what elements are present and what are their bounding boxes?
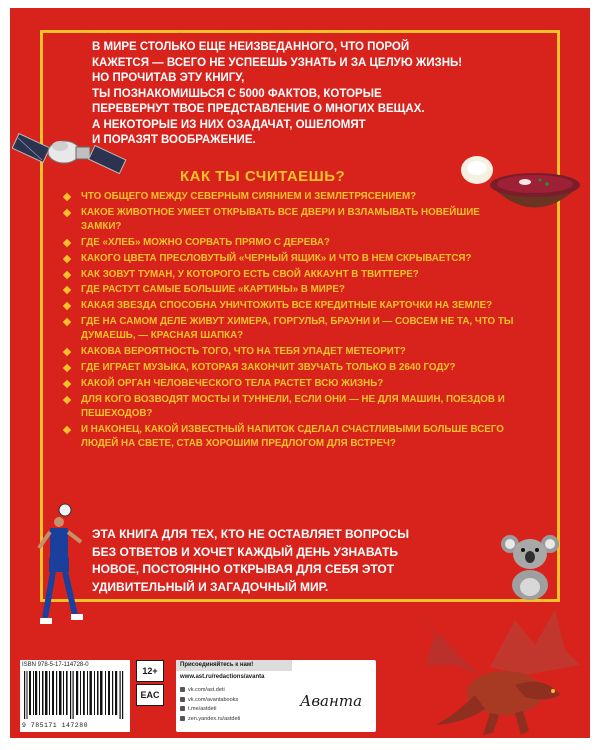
barcode-icon: [22, 671, 128, 719]
question-item: [62, 393, 517, 421]
question-item: [62, 361, 517, 375]
vk-icon: [180, 697, 185, 702]
telegram-icon: [180, 706, 185, 711]
social-links-list: [180, 686, 240, 724]
outro-line: УДИВИТЕЛЬНЫЙ И ЗАГАДОЧНЫЙ МИР.: [92, 579, 329, 594]
social-link-text: vk.com/avantabooks: [188, 696, 239, 703]
barcode-block: [20, 660, 130, 732]
zen-icon: [180, 716, 185, 721]
barcode-number: 9 785171 147280: [22, 722, 89, 729]
question-text: ГДЕ НА САМОМ ДЕЛЕ ЖИВУТ ХИМЕРА, ГОРГУЛЬЯ, БРАУНИ И — СОВСЕМ НЕ ТА, ЧТО ТЫ ДУМАЕШЬ, — КРАСНАЯ ШАПКА?: [81, 316, 514, 342]
dragon-icon: [415, 610, 580, 735]
age-rating-badge: 12+: [136, 660, 164, 682]
social-link-text: t.me/astdeti: [188, 706, 217, 712]
social-link[interactable]: [180, 696, 240, 706]
question-item: [62, 283, 517, 297]
questions-heading: КАК ТЫ СЧИТАЕШЬ?: [180, 168, 346, 185]
question-text: ГДЕ ИГРАЕТ МУЗЫКА, КОТОРАЯ ЗАКОНЧИТ ЗВУЧАТЬ ТОЛЬКО В 2640 ГОДУ?: [81, 361, 456, 373]
intro-line: В МИРЕ СТОЛЬКО ЕЩЕ НЕИЗВЕДАННОГО, ЧТО ПОРОЙ: [92, 41, 410, 53]
intro-paragraph: [92, 40, 512, 149]
website-link[interactable]: www.ast.ru/redactions/avanta: [180, 674, 265, 680]
question-item: [62, 206, 517, 234]
question-text: КАКОВА ВЕРОЯТНОСТЬ ТОГО, ЧТО НА ТЕБЯ УПАДЕТ МЕТЕОРИТ?: [81, 346, 406, 358]
diamond-bullet-icon: [63, 254, 71, 262]
question-text: КАКАЯ ЗВЕЗДА СПОСОБНА УНИЧТОЖИТЬ ВСЕ КРЕДИТНЫЕ КАРТОЧКИ НА ЗЕМЛЕ?: [81, 300, 493, 312]
intro-line: ТЫ ПОЗНАКОМИШЬСЯ С 5000 ФАКТОВ, КОТОРЫЕ: [92, 87, 382, 100]
diamond-bullet-icon: [63, 270, 71, 278]
question-item: [62, 268, 517, 282]
dragon-illustration: [395, 605, 585, 740]
isbn-text: ISBN 978-5-17-114728-0: [22, 662, 89, 668]
question-text: КАКОГО ЦВЕТА ПРЕСЛОВУТЫЙ «ЧЕРНЫЙ ЯЩИК» И ЧТО В НЕМ СКРЫВАЕТСЯ?: [81, 252, 472, 264]
outro-paragraph: [92, 526, 512, 596]
diamond-bullet-icon: [63, 425, 71, 433]
social-link-text: vk.com/ast.deti: [188, 687, 225, 693]
question-item: [62, 377, 517, 391]
question-text: КАКОЕ ЖИВОТНОЕ УМЕЕТ ОТКРЫВАТЬ ВСЕ ДВЕРИ И ВЗЛАМЫВАТЬ НОВЕЙШИЕ ЗАМКИ?: [81, 206, 480, 232]
social-link[interactable]: [180, 705, 240, 715]
diamond-bullet-icon: [63, 318, 71, 326]
intro-line: НО ПРОЧИТАВ ЭТУ КНИГУ,: [92, 72, 245, 84]
question-item: [62, 190, 517, 204]
intro-line: И ПОРАЗЯТ ВООБРАЖЕНИЕ.: [92, 134, 256, 146]
question-item: [62, 315, 517, 343]
intro-line: А НЕКОТОРЫЕ ИЗ НИХ ОЗАДАЧАТ, ОШЕЛОМЯТ: [92, 118, 366, 131]
diamond-bullet-icon: [63, 380, 71, 388]
diamond-bullet-icon: [63, 238, 71, 246]
question-text: ЧТО ОБЩЕГО МЕЖДУ СЕВЕРНЫМ СИЯНИЕМ И ЗЕМЛЕТРЯСЕНИЕМ?: [81, 191, 417, 202]
outro-line: ЭТА КНИГА ДЛЯ ТЕХ, КТО НЕ ОСТАВЛЯЕТ ВОПРОСЫ: [92, 527, 409, 541]
question-text: И НАКОНЕЦ, КАКОЙ ИЗВЕСТНЫЙ НАПИТОК СДЕЛАЛ СЧАСТЛИВЫМИ БОЛЬШЕ ВСЕГО ЛЮДЕЙ НА СВЕТЕ, СТАВ ХОРОШИМ ПРЕДЛОГОМ ДЛЯ ВСТРЕЧ?: [81, 423, 504, 449]
diamond-bullet-icon: [63, 286, 71, 294]
diamond-bullet-icon: [63, 396, 71, 404]
outro-line: БЕЗ ОТВЕТОВ И ХОЧЕТ КАЖДЫЙ ДЕНЬ УЗНАВАТЬ: [92, 544, 398, 559]
question-text: ГДЕ «ХЛЕБ» МОЖНО СОРВАТЬ ПРЯМО С ДЕРЕВА?: [81, 236, 330, 248]
eac-mark: EAC: [136, 684, 164, 706]
social-link-text: zen.yandex.ru/astdeti: [188, 715, 241, 722]
publisher-name: Аванта: [299, 692, 363, 710]
football-player-icon: [39, 504, 83, 624]
social-link[interactable]: [180, 686, 240, 696]
diamond-bullet-icon: [63, 193, 71, 201]
footballer-illustration: [35, 500, 90, 630]
publisher-logo: [290, 680, 372, 720]
publisher-logo-icon: [290, 680, 372, 720]
diamond-bullet-icon: [63, 302, 71, 310]
outro-line: НОВОЕ, ПОСТОЯННО ОТКРЫВАЯ ДЛЯ СЕБЯ ЭТОТ: [92, 562, 395, 576]
intro-line: КАЖЕТСЯ — ВСЕГО НЕ УСПЕЕШЬ УЗНАТЬ И ЗА ЦЕЛУЮ ЖИЗНЬ!: [92, 56, 463, 69]
question-text: КАКОЙ ОРГАН ЧЕЛОВЕЧЕСКОГО ТЕЛА РАСТЕТ ВСЮ ЖИЗНЬ?: [81, 377, 384, 389]
question-text: КАК ЗОВУТ ТУМАН, У КОТОРОГО ЕСТЬ СВОЙ АККАУНТ В ТВИТТЕРЕ?: [81, 268, 419, 280]
questions-list: [62, 190, 517, 452]
question-item: [62, 299, 517, 313]
question-item: [62, 236, 517, 250]
social-link[interactable]: [180, 715, 240, 725]
question-item: [62, 345, 517, 359]
question-text: ДЛЯ КОГО ВОЗВОДЯТ МОСТЫ И ТУННЕЛИ, ЕСЛИ ОНИ — НЕ ДЛЯ МАШИН, ПОЕЗДОВ И ПЕШЕХОДОВ?: [81, 393, 505, 419]
social-block: [176, 660, 376, 732]
intro-line: ПЕРЕВЕРНУТ ТВОЕ ПРЕДСТАВЛЕНИЕ О МНОГИХ ВЕЩАХ.: [92, 103, 425, 115]
join-us-label: Присоединяйтесь к нам!: [176, 660, 292, 671]
diamond-bullet-icon: [63, 209, 71, 217]
question-item: [62, 423, 517, 451]
question-text: ГДЕ РАСТУТ САМЫЕ БОЛЬШИЕ «КАРТИНЫ» В МИРЕ?: [81, 284, 345, 296]
question-item: [62, 252, 517, 266]
diamond-bullet-icon: [63, 348, 71, 356]
vk-icon: [180, 687, 185, 692]
diamond-bullet-icon: [63, 364, 71, 372]
